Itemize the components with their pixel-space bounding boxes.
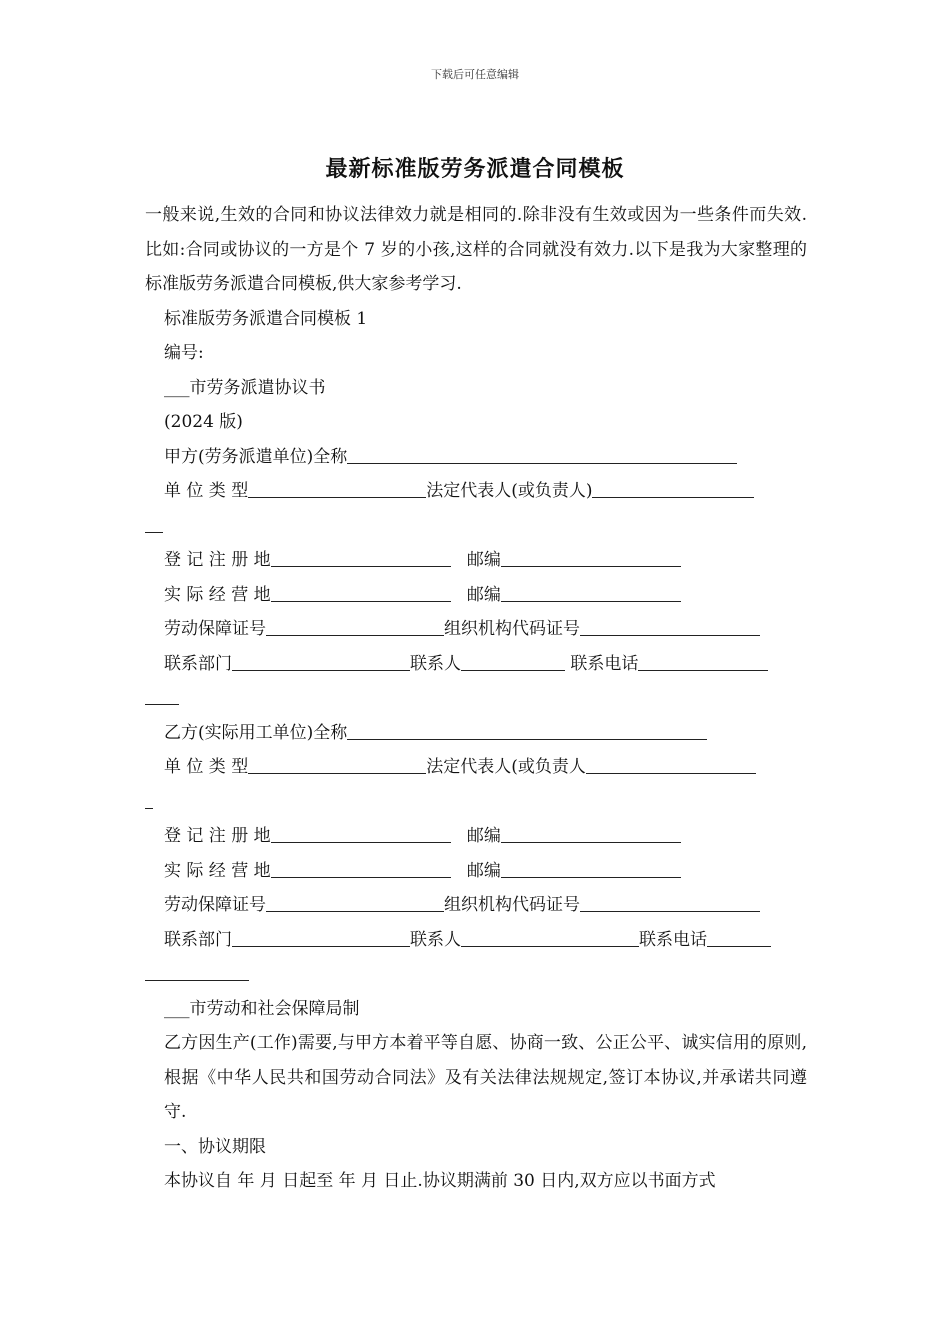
party-a-name-line	[145, 440, 807, 475]
party-a-cert-line	[145, 612, 807, 647]
fill-blank	[707, 928, 771, 947]
agreement-name-line	[145, 371, 807, 406]
fill-blank	[271, 859, 451, 878]
fill-blank	[271, 583, 451, 602]
template-heading: 标准版劳务派遣合同模板 1	[164, 308, 368, 329]
intro-paragraph: 一般来说,生效的合同和协议法律效力就是相同的.除非没有生效或因为一些条件而失效.比如:合同或协议的一方是个 7 岁的小孩,这样的合同就没有效力.以下是我为大家整理的标准版劳务派遣合同模板,供大家参考学习.	[145, 205, 807, 294]
document-body	[145, 198, 807, 1199]
fill-blank	[266, 617, 444, 636]
dept-label: 联系部门	[164, 653, 232, 674]
party-a-contact-line	[145, 647, 807, 682]
fill-blank	[266, 893, 444, 912]
unit-type-label: 单 位 类 型	[164, 481, 249, 501]
unit-type-label: 单 位 类 型	[164, 757, 249, 777]
reg-place-label: 登 记 注 册 地	[164, 826, 271, 846]
party-b-type-line	[145, 750, 807, 785]
postcode-label: 邮编	[466, 860, 501, 881]
document-title: 最新标准版劳务派遣合同模板	[325, 156, 625, 182]
fill-blank	[586, 755, 756, 774]
postcode-label: 邮编	[466, 584, 501, 605]
preamble-paragraph: 乙方因生产(工作)需要,与甲方本着平等自愿、协商一致、公正公平、诚实信用的原则,根据《中华人民共和国劳动合同法》及有关法律法规规定,签订本协议,并承诺共同遵守.	[164, 1033, 807, 1122]
contact-label: 联系人	[410, 929, 461, 950]
fill-blank	[580, 617, 760, 636]
phone-label: 联系电话	[639, 929, 707, 950]
fill-blank	[592, 479, 754, 498]
fill-blank	[271, 548, 451, 567]
fill-blank	[347, 721, 707, 740]
term-paragraph: 本协议自 年 月 日起至 年 月 日止.协议期满前 30 日内,双方应以书面方式	[164, 1171, 716, 1191]
fill-blank	[145, 962, 249, 981]
org-code-label: 组织机构代码证号	[444, 895, 580, 915]
fill-blank	[145, 790, 153, 809]
page-header: 下载后可任意编辑	[431, 68, 519, 81]
version-line: (2024 版)	[164, 412, 243, 432]
fill-blank	[501, 859, 681, 878]
fill-blank	[461, 652, 565, 671]
continuation-line	[145, 509, 807, 544]
labor-cert-label: 劳动保障证号	[164, 895, 266, 915]
agreement-name: 市劳务派遣协议书	[189, 377, 326, 398]
fill-blank	[248, 755, 426, 774]
party-a-reg-line	[145, 543, 807, 578]
fill-blank	[271, 824, 451, 843]
legal-rep-label: 法定代表人(或负责人)	[426, 481, 593, 501]
continuation-line	[145, 957, 807, 992]
bureau-line	[145, 992, 807, 1027]
blank-prefix: ___	[164, 377, 190, 398]
biz-place-label: 实 际 经 营 地	[164, 584, 271, 605]
continuation-line	[145, 785, 807, 820]
fill-blank	[347, 445, 737, 464]
party-b-reg-line	[145, 819, 807, 854]
fill-blank	[248, 479, 426, 498]
party-b-cert-line	[145, 888, 807, 923]
fill-blank	[232, 652, 410, 671]
reg-place-label: 登 记 注 册 地	[164, 550, 271, 570]
blank-prefix: ___	[164, 998, 190, 1019]
postcode-label: 邮编	[466, 826, 501, 846]
contact-label: 联系人	[410, 653, 461, 674]
fill-blank	[638, 652, 768, 671]
party-b-contact-line	[145, 923, 807, 958]
bureau-name: 市劳动和社会保障局制	[189, 998, 360, 1019]
fill-blank	[145, 686, 179, 705]
fill-blank	[461, 928, 639, 947]
party-b-name-line	[145, 716, 807, 751]
fill-blank	[501, 548, 681, 567]
number-label: 编号:	[164, 343, 204, 363]
labor-cert-label: 劳动保障证号	[164, 619, 266, 639]
party-b-biz-line	[145, 854, 807, 889]
party-a-type-line	[145, 474, 807, 509]
phone-label: 联系电话	[570, 653, 639, 674]
continuation-line	[145, 681, 807, 716]
section-heading-term: 一、协议期限	[164, 1136, 266, 1157]
party-a-label: 甲方(劳务派遣单位)全称	[164, 446, 348, 467]
fill-blank	[145, 514, 163, 533]
fill-blank	[501, 824, 681, 843]
party-b-label: 乙方(实际用工单位)全称	[164, 722, 348, 743]
org-code-label: 组织机构代码证号	[444, 619, 580, 639]
biz-place-label: 实 际 经 营 地	[164, 860, 271, 881]
fill-blank	[232, 928, 410, 947]
postcode-label: 邮编	[466, 550, 501, 570]
fill-blank	[501, 583, 681, 602]
party-a-biz-line	[145, 578, 807, 613]
fill-blank	[580, 893, 760, 912]
dept-label: 联系部门	[164, 929, 232, 950]
legal-rep-label: 法定代表人(或负责人	[426, 757, 586, 777]
